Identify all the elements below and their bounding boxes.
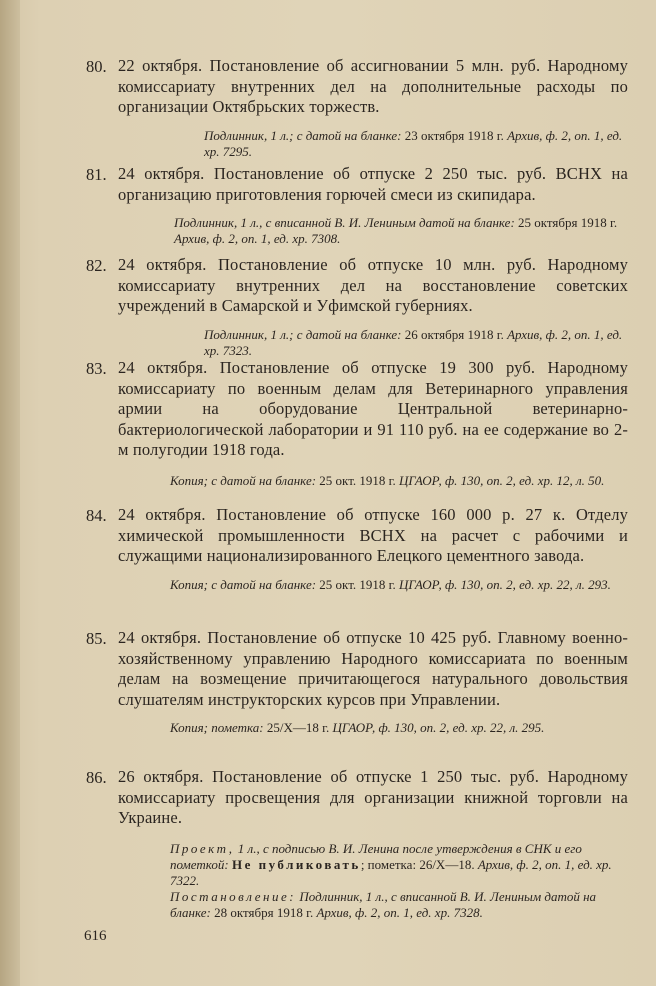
page-spine-edge (0, 0, 20, 986)
entry-number: 81. (86, 165, 107, 184)
entry-text: 24 октября. Постановление об отпуске 2 250 тыс. руб. ВСНХ на организацию приготовления горючей смеси из скипидара. (118, 164, 628, 204)
entry-source: Копия; пометка: 25/X—18 г. ЦГАОР, ф. 130, оп. 2, ед. хр. 22, л. 295. (170, 720, 545, 735)
entry-text: 22 октября. Постановление об ассигновании 5 млн. руб. Народному комиссариату внутренних дел на дополнительные расходы по организации Октябрьских торжеств. (118, 56, 628, 116)
page-number: 616 (84, 928, 107, 944)
entry-81 (86, 164, 628, 247)
entry-source-decree: Постановление: Подлинник, 1 л., с вписанной В. И. Лениным датой на бланке: 28 октября 1918 г. Архив, ф. 2, оп. 1, ед. хр. 7328. (170, 888, 597, 920)
entry-number: 84. (86, 506, 107, 525)
entry-source-draft: Проект, 1 л., с подписью В. И. Ленина после утверждения в СНК и его пометкой: Не публиковать; пометка: 26/X—18. Архив, ф. 2, оп. 1, ед. хр. 7322. (170, 840, 612, 888)
entry-number: 85. (86, 629, 107, 648)
entry-number: 82. (86, 256, 107, 275)
entry-text: 24 октября. Постановление об отпуске 10 425 руб. Главному военно-хозяйственному управлению Народного комиссариата по военным делам на возмещение причитающегося натурального довольствия слушателям инструкторских курсов при Управлении. (118, 628, 628, 709)
entry-84 (86, 505, 628, 593)
entry-83 (86, 358, 628, 489)
entry-text: 24 октября. Постановление об отпуске 10 млн. руб. Народному комиссариату внутренних дел на восстановление советских учреждений в Самарской и Уфимской губерниях. (118, 255, 628, 315)
entry-source: Подлинник, 1 л.; с датой на бланке: 26 октября 1918 г. Архив, ф. 2, оп. 1, ед. хр. 7323. (204, 326, 623, 358)
entry-text: 24 октября. Постановление об отпуске 160 000 р. 27 к. Отделу химической промышленности ВСНХ на расчет с рабочими и служащими национализированного Елецкого цементного завода. (118, 505, 628, 565)
entry-text: 26 октября. Постановление об отпуске 1 250 тыс. руб. Народному комиссариату просвещения для организации книжной торговли на Украине. (118, 767, 628, 827)
entry-80 (86, 56, 628, 160)
entry-source: Подлинник, 1 л.; с датой на бланке: 23 октября 1918 г. Архив, ф. 2, оп. 1, ед. хр. 7295. (204, 127, 623, 159)
entry-source: Копия; с датой на бланке: 25 окт. 1918 г. ЦГАОР, ф. 130, оп. 2, ед. хр. 22, л. 293. (170, 576, 611, 592)
entry-85 (86, 628, 628, 736)
entry-number: 86. (86, 768, 107, 787)
entry-source: Копия; с датой на бланке: 25 окт. 1918 г. ЦГАОР, ф. 130, оп. 2, ед. хр. 12, л. 50. (170, 472, 605, 488)
entry-text: 24 октября. Постановление об отпуске 19 300 руб. Народному комиссариату по военным делам для Ветеринарного управления армии на оборудование Центральной ветеринарно-бактериологической лаборатории и 91 110 руб. на ее содержание во 2-м полугодии 1918 года. (118, 358, 628, 459)
entry-82 (86, 255, 628, 359)
entry-number: 80. (86, 57, 107, 76)
entry-86 (86, 767, 628, 921)
entry-source: Подлинник, 1 л., с вписанной В. И. Лениным датой на бланке: 25 октября 1918 г. Архив, ф. 2, оп. 1, ед. хр. 7308. (174, 215, 618, 246)
entry-number: 83. (86, 359, 107, 378)
